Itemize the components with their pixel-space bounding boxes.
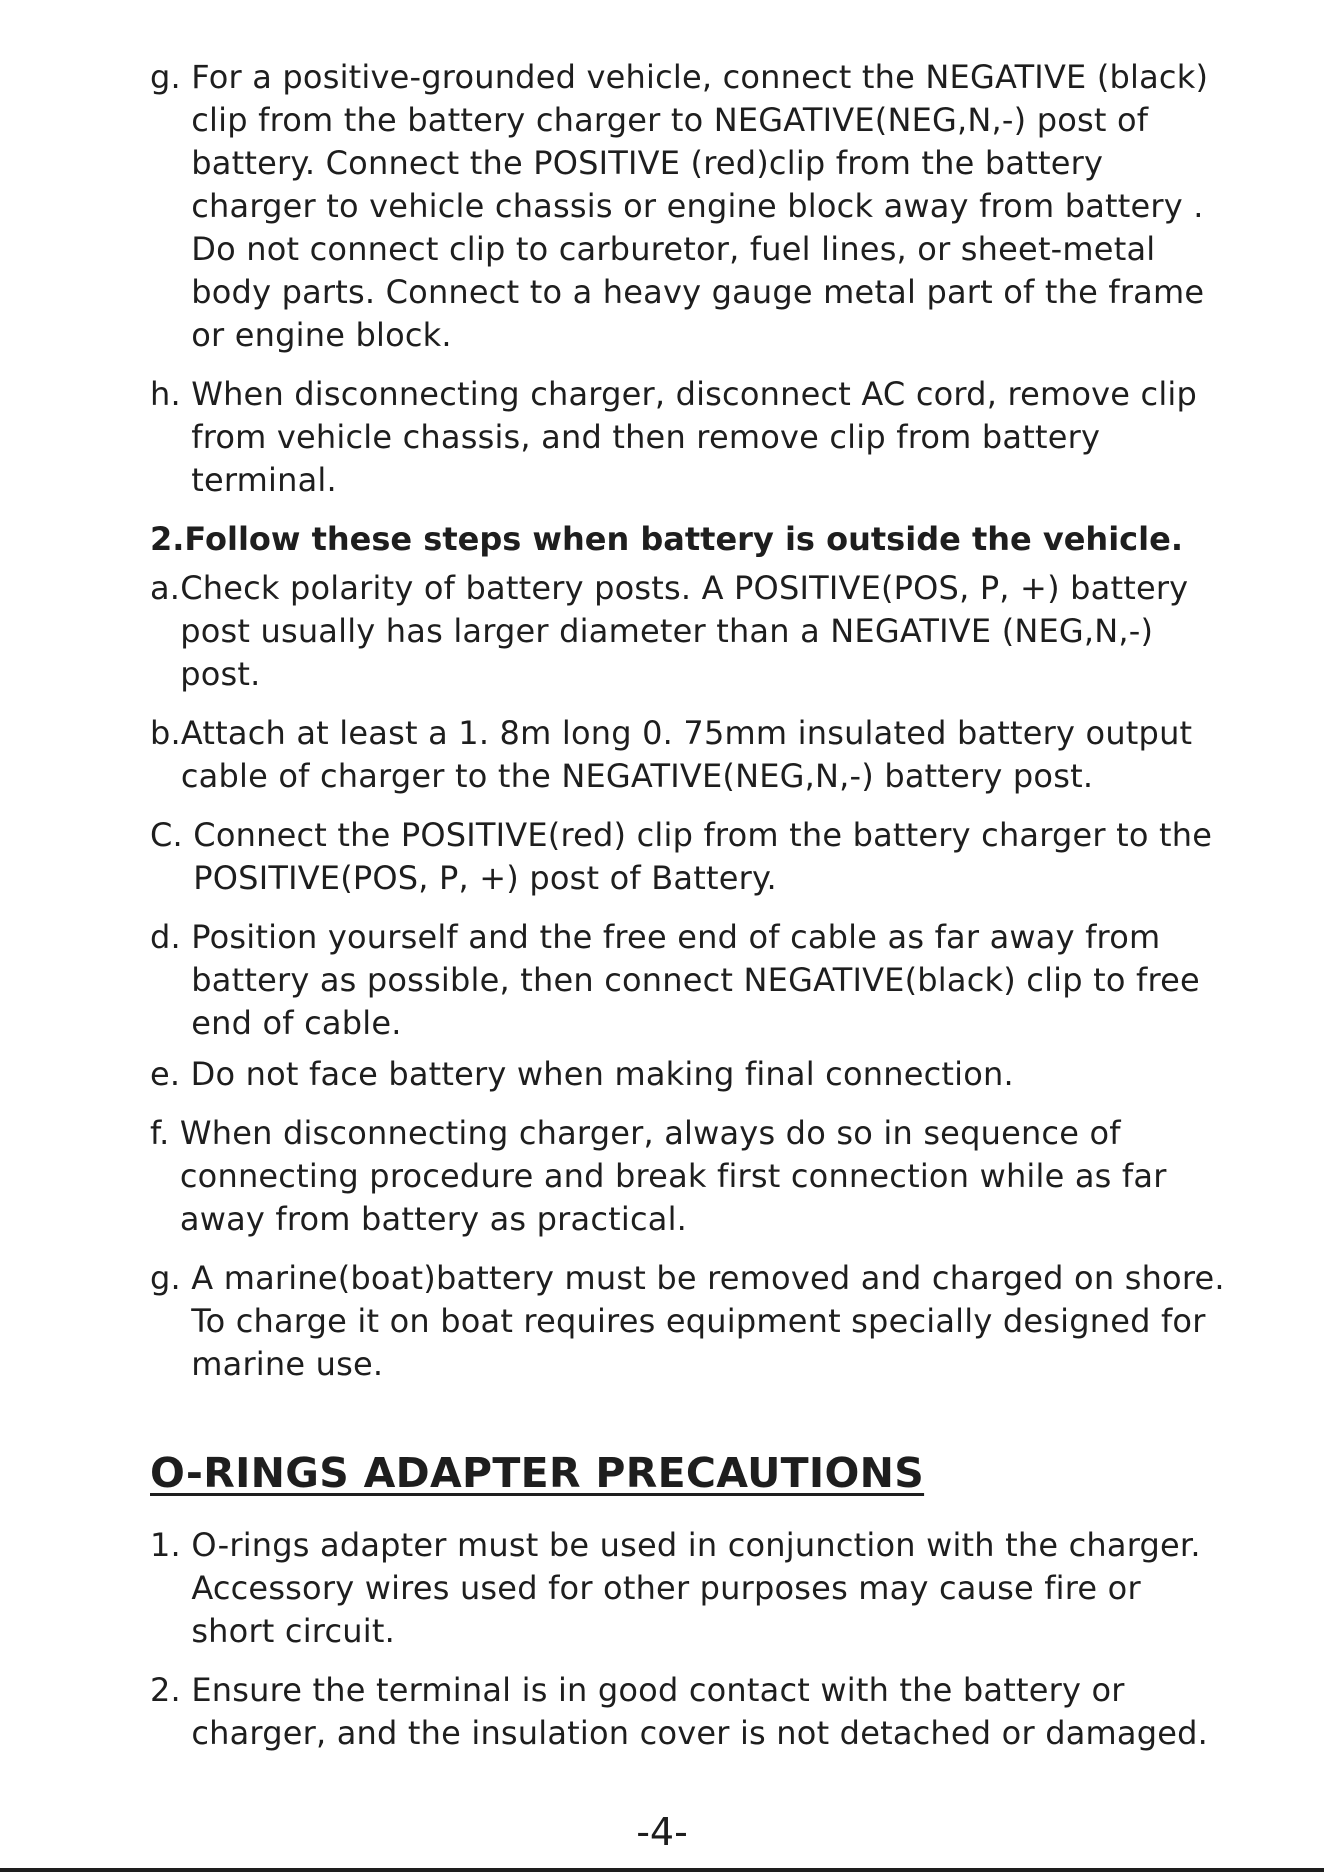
- subheading-outside-vehicle: 2.Follow these steps when battery is outside the vehicle.: [150, 520, 1183, 558]
- list-marker: d.: [150, 918, 192, 956]
- list-marker: h.: [150, 375, 192, 413]
- list-item-a-check-polarity: [150, 567, 1230, 696]
- list-marker: C.: [150, 816, 194, 854]
- list-item-e-do-not-face: [150, 1053, 1230, 1096]
- list-item-f-disconnecting: [150, 1112, 1230, 1241]
- list-item-text: A marine(boat)battery must be removed and charged on shore. To charge it on boat requires equipment specially designed for marine use.: [191, 1259, 1225, 1383]
- list-marker: g.: [150, 1259, 192, 1297]
- list-marker: g.: [150, 58, 192, 96]
- list-item-text: O-rings adapter must be used in conjunction with the charger. Accessory wires used for other purposes may cause fire or short circuit.: [191, 1526, 1201, 1650]
- list-marker: 1.: [150, 1526, 192, 1564]
- list-marker: a.: [150, 569, 181, 607]
- list-item-text: When disconnecting charger, disconnect AC cord, remove clip from vehicle chassis, and then remove clip from battery terminal.: [191, 375, 1198, 499]
- manual-page-content: [150, 56, 1230, 1771]
- bottom-divider: [0, 1868, 1324, 1872]
- list-marker: e.: [150, 1055, 191, 1093]
- list-item-text: Ensure the terminal is in good contact with the battery or charger, and the insulation cover is not detached or damaged.: [191, 1671, 1208, 1752]
- list-item-g-marine-battery: [150, 1257, 1230, 1386]
- list-item-text: For a positive-grounded vehicle, connect the NEGATIVE (black) clip from the battery charger to NEGATIVE(NEG,N,-) post of battery. Connect the POSITIVE (red)clip from the battery charger to vehicle chassis or engine block away from battery . Do not connect clip to carburetor, fuel lines, or sheet-metal body parts. Connect to a heavy gauge metal part of the frame or engine block.: [191, 58, 1209, 354]
- list-item-text: Connect the POSITIVE(red) clip from the battery charger to the POSITIVE(POS, P, +) post of Battery.: [193, 816, 1213, 897]
- list-marker: b.: [150, 714, 181, 752]
- list-item-text: Attach at least a 1. 8m long 0. 75mm insulated battery output cable of charger to the NEGATIVE(NEG,N,-) battery post.: [180, 714, 1193, 795]
- list-item-h-disconnect: [150, 373, 1230, 502]
- precaution-item-1: [150, 1524, 1230, 1653]
- list-item-c-connect-positive: [150, 814, 1230, 900]
- list-item-g-positive-ground: [150, 56, 1230, 357]
- list-item-text: When disconnecting charger, always do so in sequence of connecting procedure and break first connection while as far away from battery as practical.: [179, 1114, 1167, 1238]
- section-title-orings: O-RINGS ADAPTER PRECAUTIONS: [150, 1449, 925, 1497]
- page-number: -4-: [636, 1810, 688, 1854]
- list-item-text: Do not face battery when making final connection.: [190, 1055, 1014, 1093]
- list-marker: f.: [150, 1114, 180, 1152]
- list-item-b-attach-cable: [150, 712, 1230, 798]
- list-item-text: Position yourself and the free end of cable as far away from battery as possible, then connect NEGATIVE(black) clip to free end of cable.: [191, 918, 1200, 1042]
- list-item-text: Check polarity of battery posts. A POSITIVE(POS, P, +) battery post usually has larger diameter than a NEGATIVE (NEG,N,-) post.: [180, 569, 1189, 693]
- list-marker: 2.: [150, 1671, 192, 1709]
- list-item-d-position-yourself: [150, 916, 1230, 1045]
- precaution-item-2: [150, 1669, 1230, 1755]
